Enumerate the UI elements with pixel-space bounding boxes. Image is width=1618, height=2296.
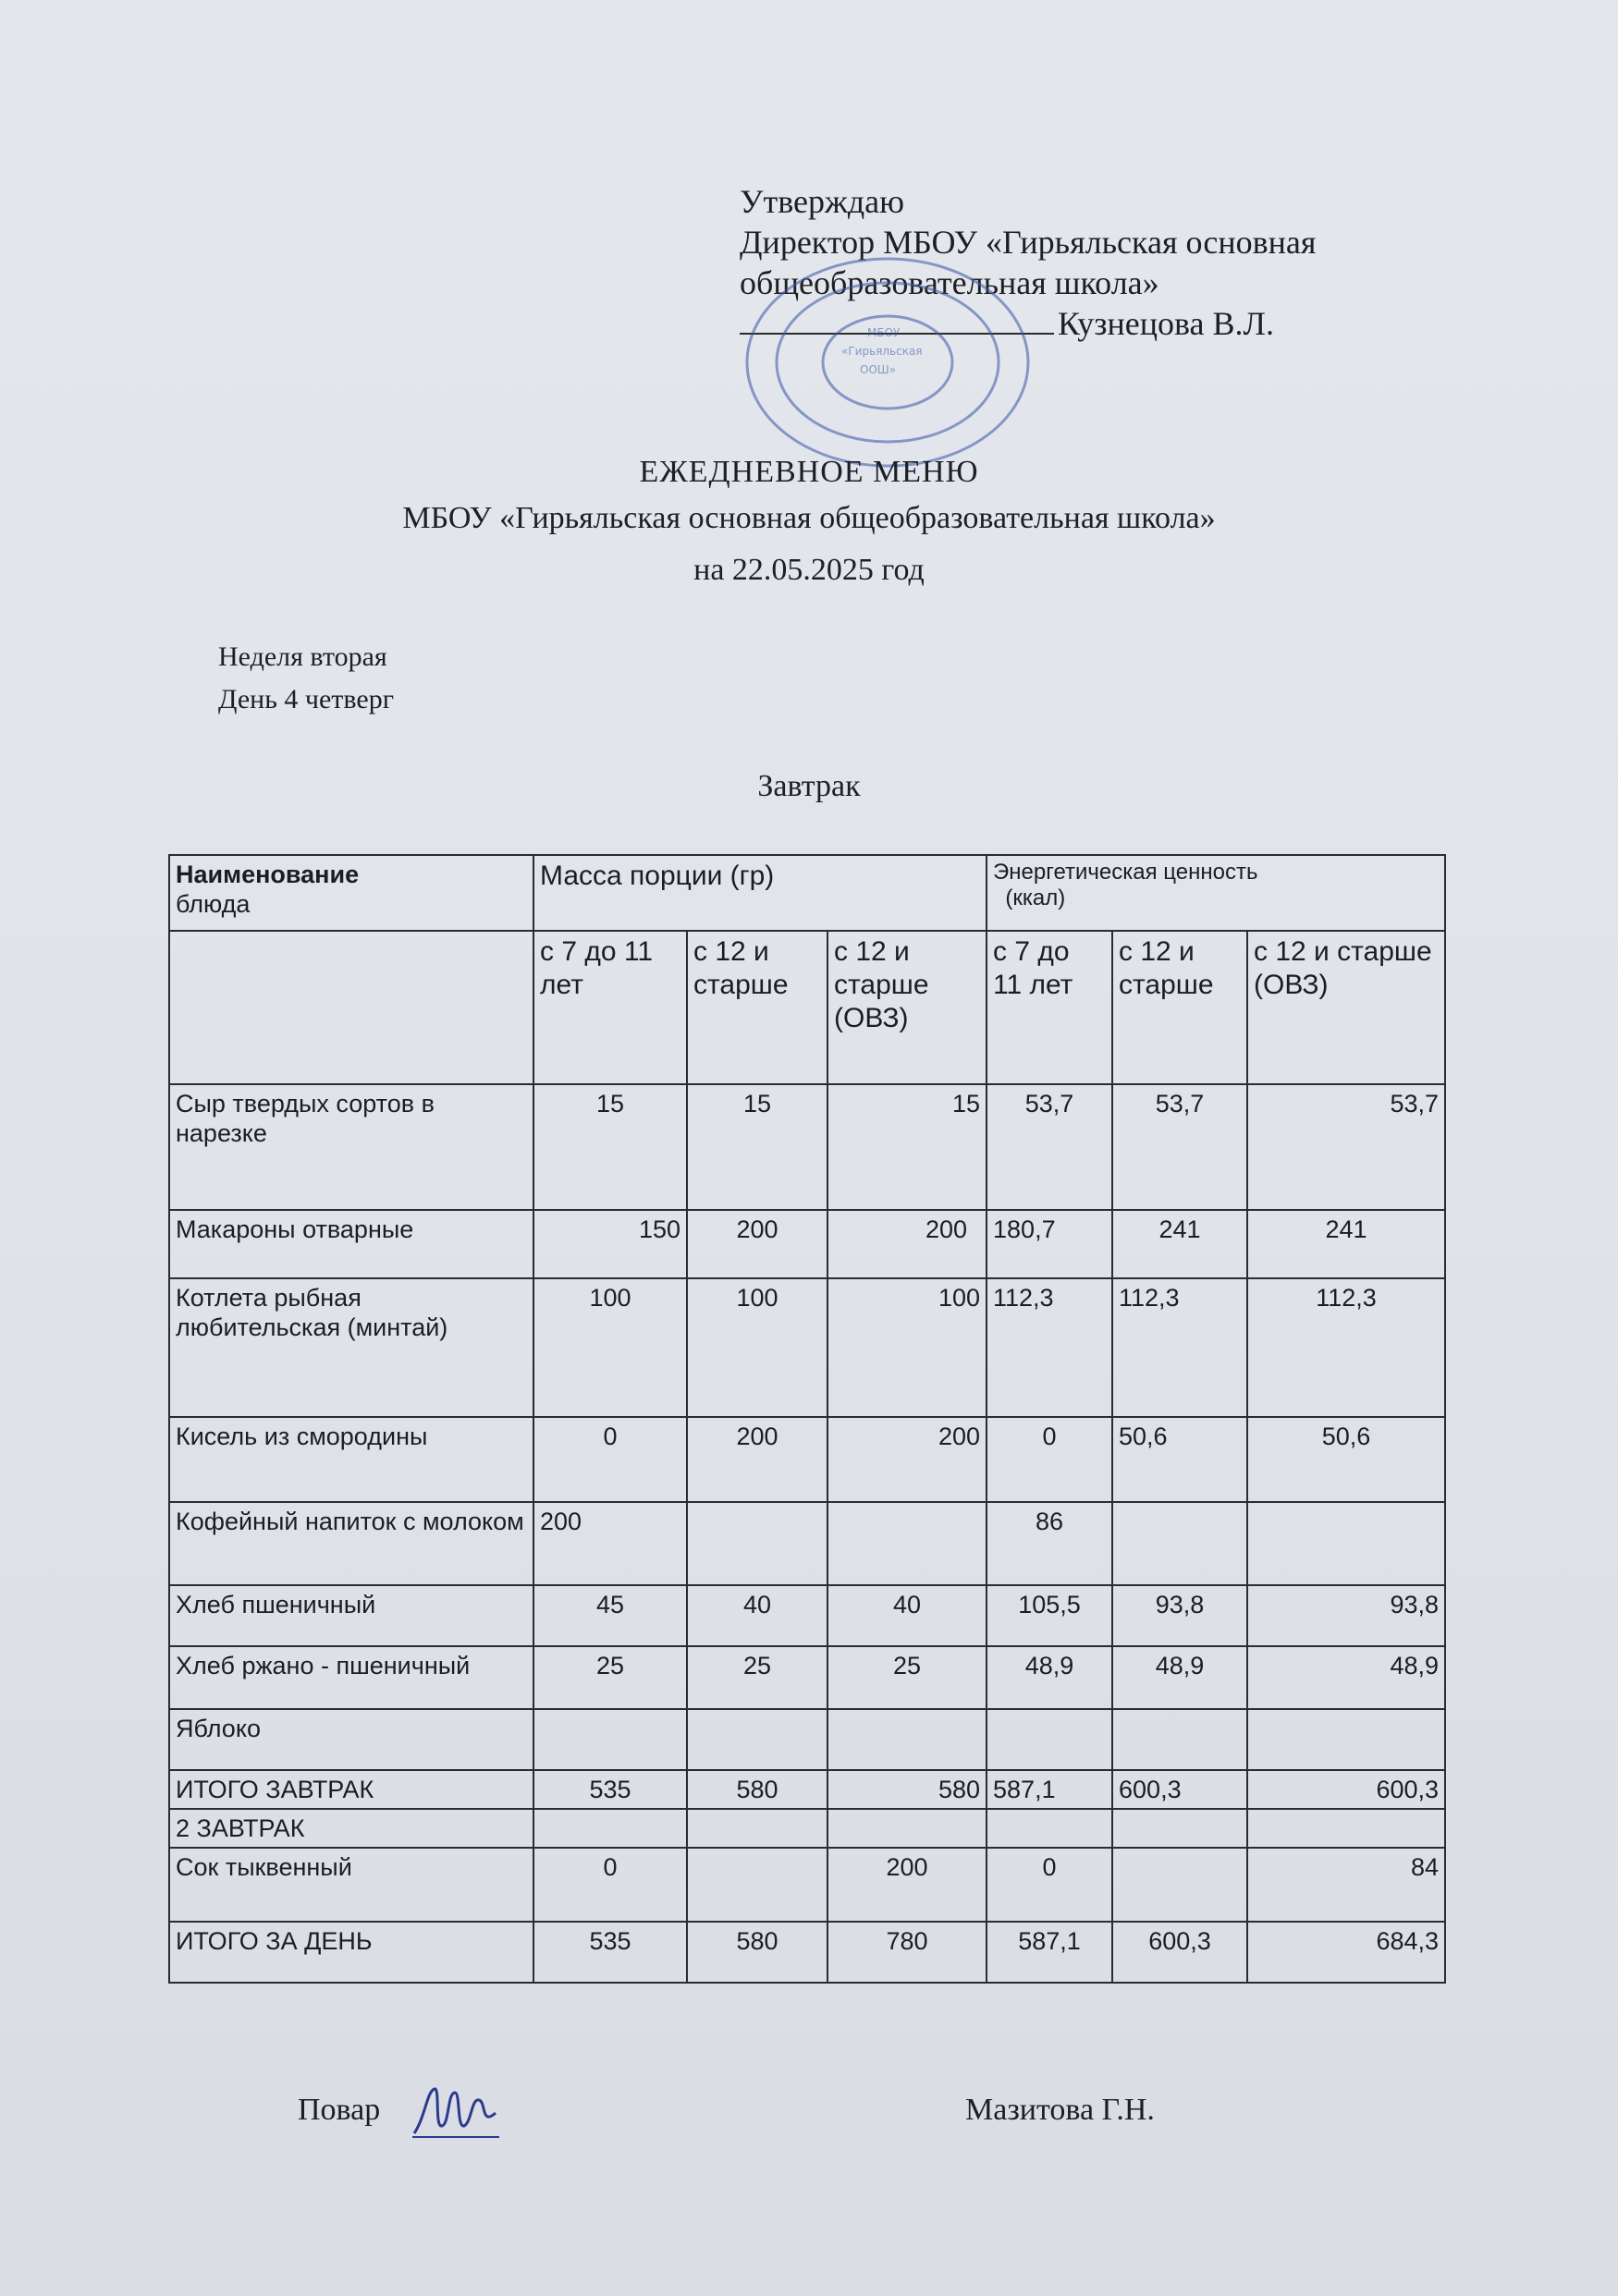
mass-12-ovz: 100 (827, 1278, 987, 1417)
mass-7-11 (533, 1809, 687, 1848)
table-row (169, 1585, 1445, 1646)
dish-name: 2 ЗАВТРАК (169, 1809, 533, 1848)
school-name: МБОУ «Гирьяльская основная общеобразовательная школа» (402, 501, 1216, 535)
table-row-total-breakfast (169, 1770, 1445, 1809)
energy-12-ovz: 241 (1247, 1210, 1445, 1278)
school-seal-stamp (740, 251, 1036, 473)
energy-12-ovz: 48,9 (1247, 1646, 1445, 1709)
svg-text:ООШ»: ООШ» (860, 363, 897, 376)
mass-12-ovz (827, 1809, 987, 1848)
dish-name: Хлеб пшеничный (169, 1585, 533, 1646)
energy-12 (1112, 1709, 1247, 1770)
subheader-mass-7-11: с 7 до 11 лет (533, 931, 687, 1084)
mass-12 (687, 1709, 827, 1770)
energy-7-11: 0 (987, 1417, 1112, 1502)
energy-7-11: 48,9 (987, 1646, 1112, 1709)
cook-label: Повар (298, 2093, 381, 2127)
table-row (169, 1210, 1445, 1278)
subheader-mass-12-ovz: с 12 и старше (ОВЗ) (827, 931, 987, 1084)
table-row (169, 1502, 1445, 1585)
mass-12-ovz: 200 (827, 1210, 987, 1278)
mass-7-11: 15 (533, 1084, 687, 1210)
energy-7-11: 112,3 (987, 1278, 1112, 1417)
dish-name: Яблоко (169, 1709, 533, 1770)
energy-12-ovz: 112,3 (1247, 1278, 1445, 1417)
energy-12 (1112, 1848, 1247, 1922)
table-row (169, 1278, 1445, 1417)
mass-12: 200 (687, 1210, 827, 1278)
approval-director-line: Директор МБОУ «Гирьяльская основная (740, 224, 1317, 261)
dish-name: ИТОГО ЗА ДЕНЬ (169, 1922, 533, 1983)
dish-name: ИТОГО ЗАВТРАК (169, 1770, 533, 1809)
approval-school-line: общеобразовательная школа» (740, 264, 1159, 301)
energy-12-ovz: 93,8 (1247, 1585, 1445, 1646)
energy-12-ovz (1247, 1502, 1445, 1585)
table-subheader-row (169, 931, 1445, 1084)
mass-12-ovz: 200 (827, 1417, 987, 1502)
menu-date: на 22.05.2025 год (693, 553, 925, 587)
energy-12 (1112, 1809, 1247, 1848)
subheader-energy-7-11: с 7 до 11 лет (987, 931, 1112, 1084)
subheader-mass-12: с 12 и старше (687, 931, 827, 1084)
menu-table (168, 854, 1446, 1984)
mass-7-11: 150 (533, 1210, 687, 1278)
table-row-total-day (169, 1922, 1445, 1983)
week-label: Неделя вторая (218, 641, 387, 672)
svg-text:«Гирьяльская: «Гирьяльская (841, 345, 923, 358)
dish-name: Кисель из смородины (169, 1417, 533, 1502)
mass-12 (687, 1502, 827, 1585)
mass-7-11: 200 (533, 1502, 687, 1585)
subheader-energy-12: с 12 и старше (1112, 931, 1247, 1084)
energy-7-11: 587,1 (987, 1770, 1112, 1809)
mass-12-ovz: 580 (827, 1770, 987, 1809)
table-row (169, 1646, 1445, 1709)
cook-name: Мазитова Г.Н. (965, 2093, 1155, 2127)
mass-7-11: 100 (533, 1278, 687, 1417)
mass-12: 580 (687, 1770, 827, 1809)
mass-12: 200 (687, 1417, 827, 1502)
energy-12: 50,6 (1112, 1417, 1247, 1502)
energy-12: 600,3 (1112, 1922, 1247, 1983)
mass-12-ovz: 15 (827, 1084, 987, 1210)
subheader-empty (169, 931, 533, 1084)
mass-12 (687, 1848, 827, 1922)
dish-name: Макароны отварные (169, 1210, 533, 1278)
svg-text:МБОУ: МБОУ (867, 326, 901, 339)
document-title: ЕЖЕДНЕВНОЕ МЕНЮ (639, 455, 979, 489)
energy-7-11: 53,7 (987, 1084, 1112, 1210)
energy-7-11: 180,7 (987, 1210, 1112, 1278)
approver-name: Кузнецова В.Л. (1058, 305, 1274, 342)
subheader-energy-12-ovz: с 12 и старше (ОВЗ) (1247, 931, 1445, 1084)
energy-7-11: 86 (987, 1502, 1112, 1585)
mass-12: 100 (687, 1278, 827, 1417)
energy-7-11: 105,5 (987, 1585, 1112, 1646)
dish-name: Кофейный напиток с молоком (169, 1502, 533, 1585)
energy-12-ovz (1247, 1809, 1445, 1848)
dish-name: Котлета рыбная любительская (минтай) (169, 1278, 533, 1417)
energy-12-ovz (1247, 1709, 1445, 1770)
mass-12-ovz (827, 1709, 987, 1770)
table-row (169, 1709, 1445, 1770)
mass-12-ovz (827, 1502, 987, 1585)
mass-7-11: 45 (533, 1585, 687, 1646)
mass-12: 580 (687, 1922, 827, 1983)
energy-12: 48,9 (1112, 1646, 1247, 1709)
energy-12: 600,3 (1112, 1770, 1247, 1809)
mass-7-11: 0 (533, 1848, 687, 1922)
mass-7-11 (533, 1709, 687, 1770)
mass-7-11: 0 (533, 1417, 687, 1502)
mass-7-11: 25 (533, 1646, 687, 1709)
energy-7-11: 0 (987, 1848, 1112, 1922)
approval-heading: Утверждаю (740, 183, 905, 220)
day-label: День 4 четверг (218, 684, 395, 714)
header-energy: Энергетическая ценность (ккал) (987, 855, 1445, 931)
mass-12-ovz: 25 (827, 1646, 987, 1709)
energy-7-11 (987, 1809, 1112, 1848)
dish-name: Сок тыквенный (169, 1848, 533, 1922)
energy-12-ovz: 53,7 (1247, 1084, 1445, 1210)
mass-12: 40 (687, 1585, 827, 1646)
dish-name: Сыр твердых сортов в нарезке (169, 1084, 533, 1210)
energy-12: 241 (1112, 1210, 1247, 1278)
mass-12: 15 (687, 1084, 827, 1210)
energy-12: 93,8 (1112, 1585, 1247, 1646)
mass-12-ovz: 780 (827, 1922, 987, 1983)
energy-7-11: 587,1 (987, 1922, 1112, 1983)
cook-signature (407, 2080, 509, 2144)
energy-12: 53,7 (1112, 1084, 1247, 1210)
table-row (169, 1084, 1445, 1210)
energy-12-ovz: 84 (1247, 1848, 1445, 1922)
dish-name: Хлеб ржано - пшеничный (169, 1646, 533, 1709)
energy-12-ovz: 600,3 (1247, 1770, 1445, 1809)
mass-7-11: 535 (533, 1770, 687, 1809)
energy-7-11 (987, 1709, 1112, 1770)
energy-12 (1112, 1502, 1247, 1585)
table-row-second-breakfast (169, 1809, 1445, 1848)
table-header-row (169, 855, 1445, 931)
mass-7-11: 535 (533, 1922, 687, 1983)
mass-12: 25 (687, 1646, 827, 1709)
header-dish-name: Наименование блюда (169, 855, 533, 931)
energy-12-ovz: 50,6 (1247, 1417, 1445, 1502)
energy-12-ovz: 684,3 (1247, 1922, 1445, 1983)
mass-12-ovz: 40 (827, 1585, 987, 1646)
mass-12-ovz: 200 (827, 1848, 987, 1922)
meal-heading: Завтрак (757, 769, 861, 803)
week-info (218, 636, 394, 721)
header-mass: Масса порции (гр) (533, 855, 987, 931)
table-row (169, 1848, 1445, 1922)
table-row (169, 1417, 1445, 1502)
energy-12: 112,3 (1112, 1278, 1247, 1417)
mass-12 (687, 1809, 827, 1848)
